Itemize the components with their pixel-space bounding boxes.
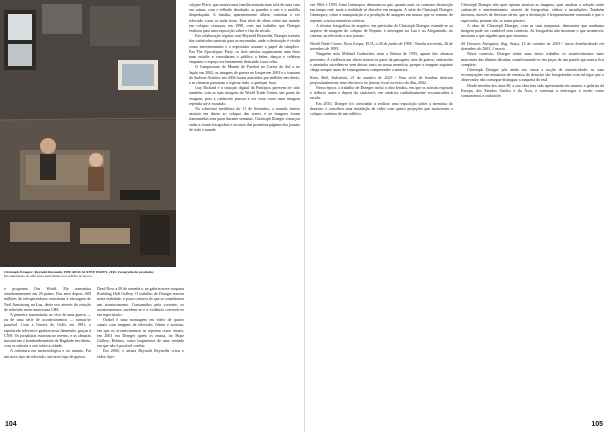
paragraph: Christoph Draeger pôs ainda em causa a noção de autenticidade: as suas reconstruções em miniatura de cenários de desastre são fotografadas com tal rigor que o observador não consegue distinguir a maqueta do real. — [461, 66, 604, 83]
paragraph: A obra de Christoph Draeger, com as suas maquetas, demonstra que nenhuma imagem pode ser confiável sem contexto. As fotografias não mostram o que aconteceu; mostram o que alguém quis que víssemos. — [461, 22, 604, 39]
italic-entry: SS Oceanos Navigator, Zug, Suíça, 15 de outubro de 2003 / navio bombardeado em dezembro de 2003, 1 morto. — [461, 40, 604, 52]
paragraph: A técnica fotográfica do arquivo, em particular de Christoph Draeger, estende-se ao arquivo de imagens do colapso de Pequim, à aterragem na Lua e ao Afeganistão, no cinema, na televisão e nos jornais. — [310, 22, 453, 39]
paragraph: em 1962 e 1993, Irina Grinnopov demonstrou que, quanto mais se consome destruição em tempo real, mais a realidade se dissolve em imagem. A série de Christoph Draeger, Grinnopov, cobre a manipulação e a produção de imagens em massa, que se tornam, de repente, a nossa memória coletiva. — [310, 2, 453, 23]
paragraph: Nesse contexto, Draeger reúne num único trabalho os acontecimentos mais marcantes das últimas décadas, transformando-os em peças de um puzzle que nunca fica completo. — [461, 51, 604, 67]
paragraph: Em 2010, Draeger foi convidado a realizar uma exposição sobre a memória do desastre, e concebeu uma instalação de vídeo com quatro projeções que mostravam o colapso contínuo de um edifício. — [310, 100, 453, 117]
paragraph: Orakel é uma montagem em vídeo de quatro canais com imagens de televisão, filmes e notícias, em que os acontecimentos se repetem como rituais, em 2001 era Draeger quem os reunia, no Hope Gallery, Bolinas, como fragmentos de uma verdade em que não é possível confiar. — [97, 317, 184, 349]
paragraph: Dead Now a 20 de setembro, na galeria nova-iorquina Roebling Hall Gallery. O trabalho de Draeger nasceu nesta realidade, e pouco restava do que se considerava um acontecimento. Consumidos pela corrente, os acontecimentos sucedem-se e a violência converte-se em espectáculo. — [97, 286, 184, 318]
italic-entry: Kuta, Bali, Indonésia, 21 de outubro de 2023 / Uma série de bombas destruiu propositadamente uma discoteca no famoso local turístico da ilha, 2002. — [310, 74, 453, 85]
paragraph: O Campeonato do Mundo de Futebol na Coreia do Sul e no Japão em 2002, as imagens de guerra no Iraque em 2003 e o tsunami do Sudeste Asiático em 2004 foram assistidos por milhões em direto, e as câmaras passaram a registar tudo, a qualquer hora. — [189, 64, 300, 86]
right-page — [305, 0, 609, 432]
paragraph: Christoph Draeger não quer apenas mostrar as imagens, quer analisar a relação entre catástrofe e entretenimento, através de fotografias, vídeos e instalações. Também mostrou, através de diversas séries, que a destruição é frequentemente encenada e que o espectador, perante ela, se torna passivo. — [461, 2, 604, 23]
caption-title: Christoph Draeger | Reynold Reynolds, THE APOCALYPSE PARTY, 2010. Fotografia de produção; — [4, 270, 155, 274]
paragraph: calypse Place, que mostra uma família sentada num sofá de uma casa em ruínas, com o telhado desabado, as paredes a ruir e a mobília despedaçada. A família, aparentemente alheia, continua a ver televisão como se nada fosse. Esta série de obras sobre um mundo em colapso começou em 1998, com um trabalho que Draeger realizou para uma exposição sobre o fim do século. — [189, 2, 300, 34]
italic-entry: World Trade Center, Nova Iorque, EUA, a 26 de junho de 1994 / Simula terrorista, 26 de setembro de 1993. — [310, 40, 453, 52]
paragraph-italic — [310, 75, 453, 85]
installation-photo — [0, 0, 176, 267]
paragraph: A primeira transmissão ao vivo de uma guerra — ou de uma série de acontecimentos — tornou-se possível. Com a Guerra do Golfo em 1991, o espetáculo televisivo ganhou nova dimensão, graças à CNN. Os jornalistas estavam no terreno, e as câmaras mostravam o bombardeamento de Bagdade em direto, com os mísseis a cair sobre a cidade. — [4, 312, 91, 349]
caption-text: Documentação de uma festa-performance no estúdio de Kyoto. — [4, 274, 93, 279]
paragraph: Desde meados dos anos 90, a sua obra tem sido apresentada em museus e galerias da Europa, dos Estados Unidos e da Ásia, e continua a interrogar o modo como consumimos a catástrofe. — [461, 82, 604, 98]
paragraph: Guy Richard e a situação digital da Pintópics parecem ter sido também, com as suas imagens do World Trade Center, um ponto de viragem, pois a catástrofe passou a ser vista como uma imagem repetida até à exaustão. — [189, 85, 300, 106]
paragraph: o programa Our World. Ele transmitia simultaneamente em 26 países. Dos anos depois, 600 milhões de telespectadores assistiram à aterragem de Neil Armstrong na Lua, desta vez através da estação de televisão norte-americana CBS. — [4, 286, 91, 312]
paragraph: Em colaboração regular com Reynold Reynolds, Draeger transita das catástrofes naturais para as encenadas, onde a destruição é vivida como entretenimento e o espectador assume o papel de cúmplice. Em The Apocalypse Party, os dois artistas organizaram uma festa num estúdio e convidaram o público a beber, dançar e celebrar enquanto o espaço era lentamente destruído à sua volta. — [189, 33, 300, 65]
paragraph-italic — [310, 41, 453, 51]
paragraph: Nessa época, o trabalho de Draeger inclui a obra Irmãos, em que os artistas registam o silêncio antes e depois da catástrofe, em cenários cuidadosamente reconstruídos à escala. — [310, 85, 453, 101]
left-column-3 — [189, 2, 300, 420]
left-page — [0, 0, 304, 432]
page-number-right: 105 — [591, 421, 603, 428]
photo-caption — [4, 270, 174, 279]
left-column-2 — [97, 286, 184, 420]
paragraph: Ninguém nota Mikhail Gorbachev, nem a Rússia de 1993, apesar das câmaras presentes. A violência em direto tornou-se parte da paisagem; atos de guerra, catástrofes e atentados sucedem-se sem deixar rasto na nossa memória, porque a imagem seguinte chega sempre antes de conseguirmos compreender a anterior. — [310, 51, 453, 72]
page-number-left: 104 — [5, 421, 17, 428]
right-column-1 — [310, 2, 453, 420]
right-column-2 — [461, 2, 604, 420]
left-column-1 — [4, 286, 91, 420]
paragraph: A cobertura era meteorológica e ao minuto. Foi um novo tipo de televisão, um novo tipo de guerra. — [4, 348, 91, 359]
paragraph: Na cobertura mediática do 11 de Setembro, o mundo inteiro assistiu em direto ao colapso das torres, e as imagens foram transmitidas sem parar durante semanas. Christoph Draeger começou então a reunir fotografias e recortes das primeiras páginas dos jornais de todo o mundo. — [189, 106, 300, 132]
paragraph-italic — [461, 41, 604, 51]
paragraph: Em 2000, o artista Reynold Reynolds criou o vídeo Apo- — [97, 348, 184, 359]
